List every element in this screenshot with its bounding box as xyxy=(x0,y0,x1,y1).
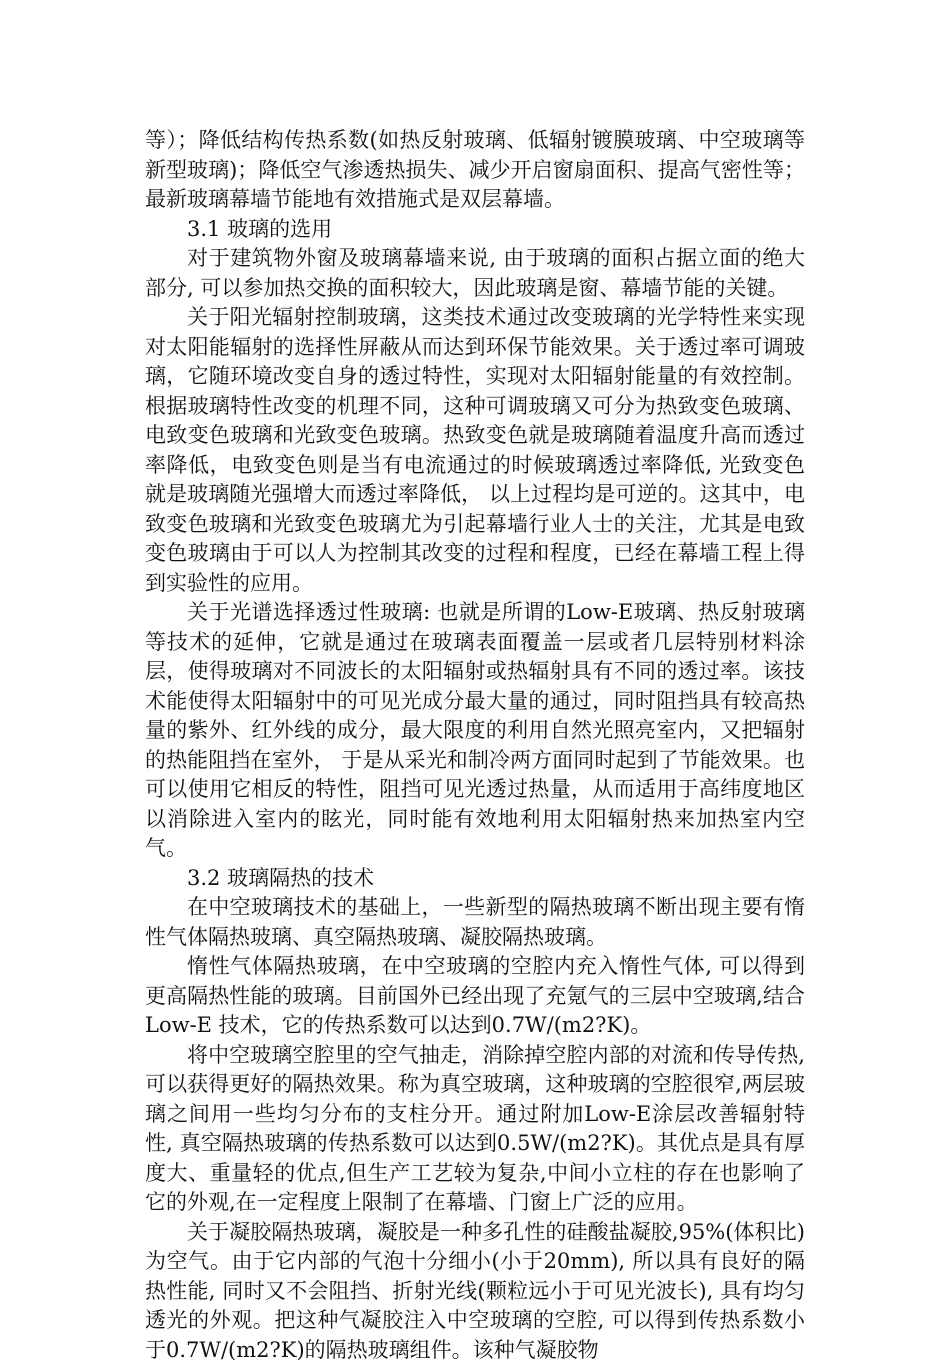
document-body xyxy=(145,126,805,1365)
paragraph-inert-gas-glass: 惰性气体隔热玻璃，在中空玻璃的空腔内充入惰性气体, 可以得到更高隔热性能的玻璃。目前国外已经出现了充氪气的三层中空玻璃,结合Low-E 技术，它的传热系数可以达到0.7W/(m2?K)。 xyxy=(145,952,805,1041)
paragraph-glass-selection: 对于建筑物外窗及玻璃幕墙来说, 由于玻璃的面积占据立面的绝大部分, 可以参加热交换的面积较大，因此玻璃是窗、幕墙节能的关键。 xyxy=(145,244,805,303)
paragraph-continuation: 等）；降低结构传热系数(如热反射玻璃、低辐射镀膜玻璃、中空玻璃等新型玻璃)；降低空气渗透热损失、减少开启窗扇面积、提高气密性等；最新玻璃幕墙节能地有效措施式是双层幕墙。 xyxy=(145,126,805,215)
paragraph-aerogel-glass: 关于凝胶隔热玻璃，凝胶是一种多孔性的硅酸盐凝胶,95%(体积比)为空气。由于它内部的气泡十分细小(小于20mm), 所以具有良好的隔热性能, 同时又不会阻挡、折射光线(颗粒远小于可见光波长), 具有均匀透光的外观。把这种气凝胶注入中空玻璃的空腔, 可以得到传热系数小于0.7W/(m2?K)的隔热玻璃组件。该种气凝胶物 xyxy=(145,1218,805,1365)
paragraph-insulating-glass-intro: 在中空玻璃技术的基础上，一些新型的隔热玻璃不断出现主要有惰性气体隔热玻璃、真空隔热玻璃、凝胶隔热玻璃。 xyxy=(145,893,805,952)
paragraph-solar-control-glass: 关于阳光辐射控制玻璃，这类技术通过改变玻璃的光学特性来实现对太阳能辐射的选择性屏蔽从而达到环保节能效果。关于透过率可调玻璃，它随环境改变自身的透过特性，实现对太阳辐射能量的有效控制。根据玻璃特性改变的机理不同，这种可调玻璃又可分为热致变色玻璃、电致变色玻璃和光致变色玻璃。热致变色就是玻璃随着温度升高而透过率降低，电致变色则是当有电流通过的时候玻璃透过率降低, 光致变色就是玻璃随光强增大而透过率降低， 以上过程均是可逆的。这其中，电致变色玻璃和光致变色玻璃尤为引起幕墙行业人士的关注，尤其是电致变色玻璃由于可以人为控制其改变的过程和程度，已经在幕墙工程上得到实验性的应用。 xyxy=(145,303,805,598)
section-heading-3-1: 3.1 玻璃的选用 xyxy=(145,215,805,245)
paragraph-vacuum-glass: 将中空玻璃空腔里的空气抽走，消除掉空腔内部的对流和传导传热,可以获得更好的隔热效果。称为真空玻璃，这种玻璃的空腔很窄,两层玻璃之间用一些均匀分布的支柱分开。通过附加Low-E涂层改善辐射特性, 真空隔热玻璃的传热系数可以达到0.5W/(m2?K)。其优点是具有厚度大、重量轻的优点,但生产工艺较为复杂,中间小立柱的存在也影响了它的外观,在一定程度上限制了在幕墙、门窗上广泛的应用。 xyxy=(145,1041,805,1218)
paragraph-spectral-selective-glass: 关于光谱选择透过性玻璃: 也就是所谓的Low-E玻璃、热反射玻璃等技术的延伸，它就是通过在玻璃表面覆盖一层或者几层特别材料涂层，使得玻璃对不同波长的太阳辐射或热辐射具有不同的透过率。该技术能使得太阳辐射中的可见光成分最大量的通过，同时阻挡具有较高热量的紫外、红外线的成分，最大限度的利用自然光照亮室内，又把辐射的热能阻挡在室外， 于是从采光和制冷两方面同时起到了节能效果。也可以使用它相反的特性，阻挡可见光透过热量，从而适用于高纬度地区以消除进入室内的眩光，同时能有效地利用太阳辐射热来加热室内空气。 xyxy=(145,598,805,864)
section-heading-3-2: 3.2 玻璃隔热的技术 xyxy=(145,864,805,894)
